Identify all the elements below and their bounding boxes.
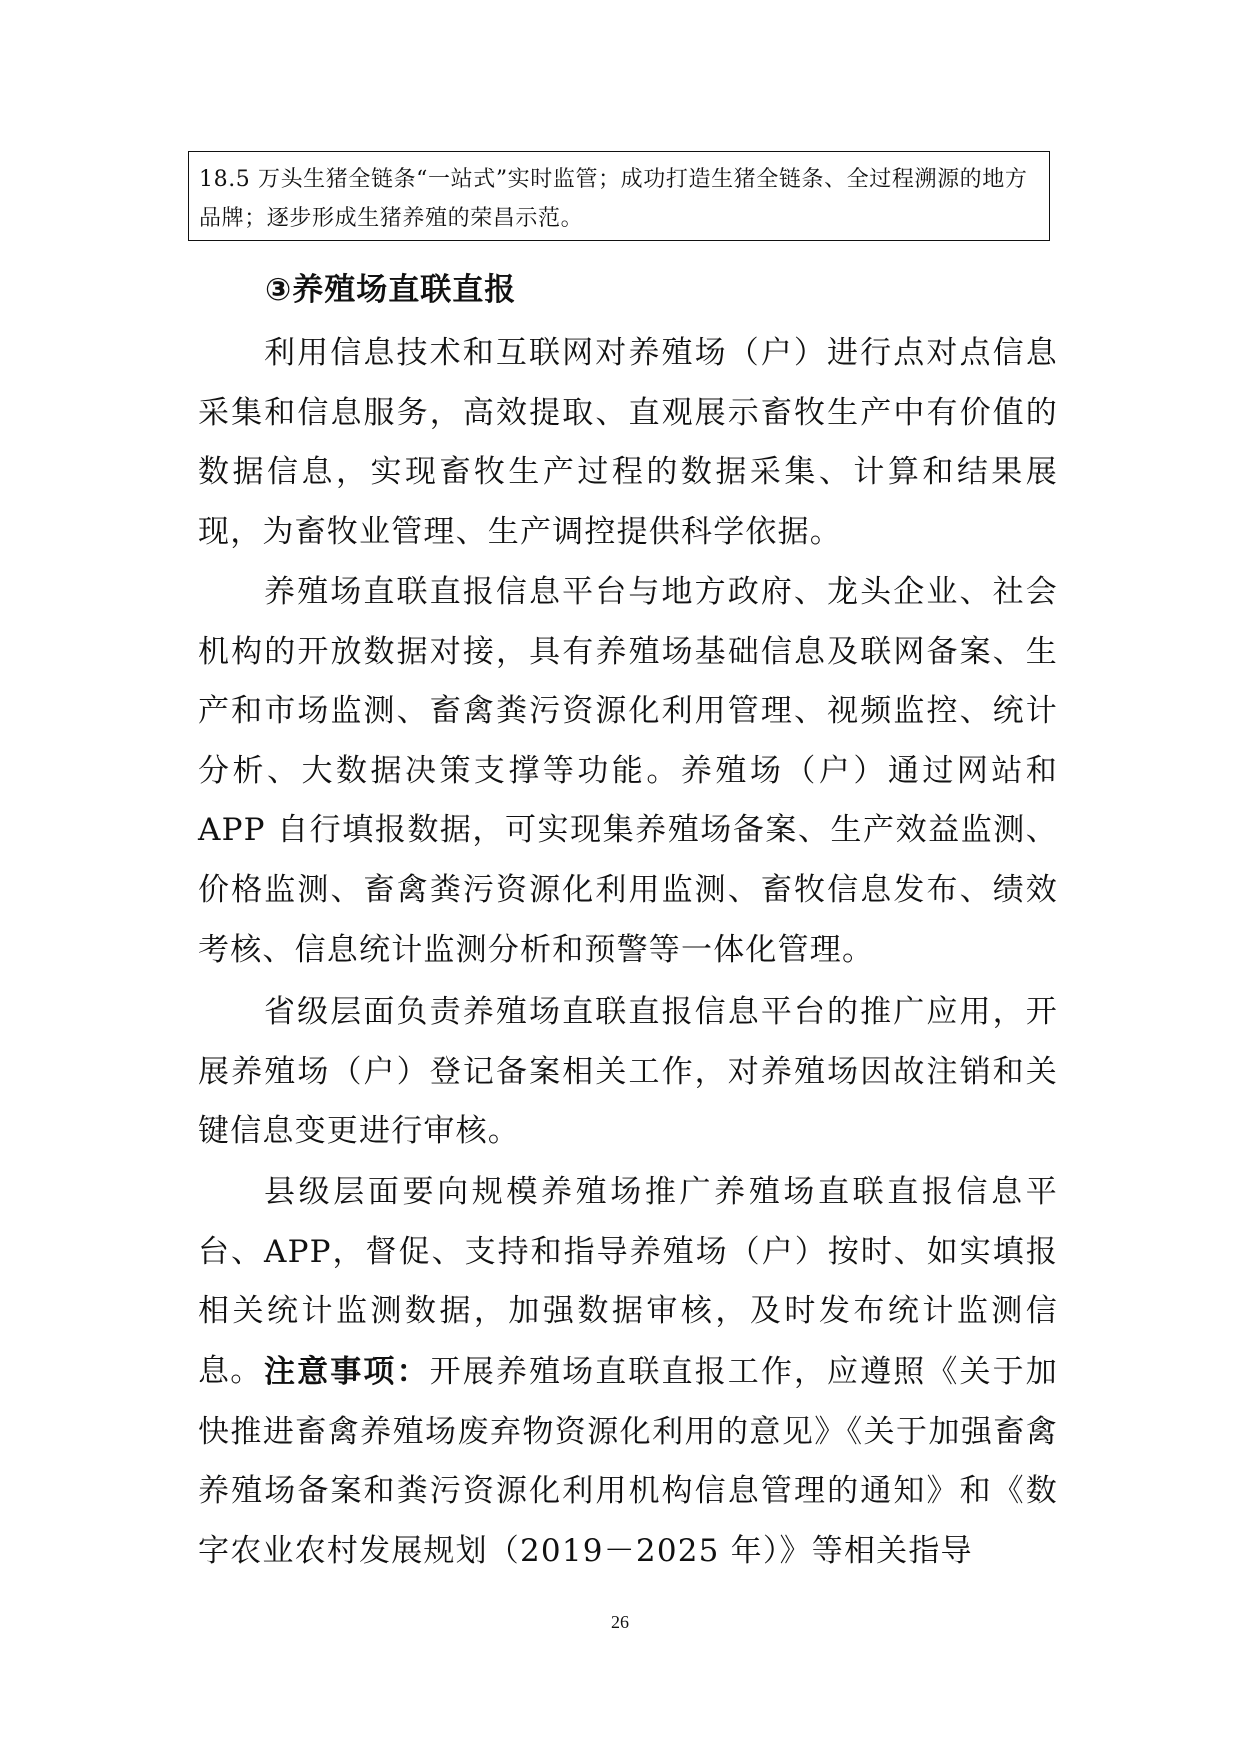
paragraph-4: 县级层面要向规模养殖场推广养殖场直联直报信息平台、APP，督促、支持和指导养殖场（户）按时、如实填报相关统计监测数据，加强数据审核，及时发布统计监测信息。 [198,1174,1058,1389]
paragraph-2: 养殖场直联直报信息平台与地方政府、龙头企业、社会机构的开放数据对接，具有养殖场基础信息及联网备案、生产和市场监测、畜禽粪污资源化利用管理、视频监控、统计分析、大数据决策支撑等功能。养殖场（户）通过网站和APP 自行填报数据，可实现集养殖场备案、生产效益监测、价格监测、畜禽粪污资源化利用监测、畜牧信息发布、绩效考核、信息统计监测分析和预警等一体化管理。 [198,574,1058,968]
note-text: 开展养殖场直联直报工作，应遵照《关于加快推进畜禽养殖场废弃物资源化利用的意见》《关于加强畜禽养殖场备案和粪污资源化利用机构信息管理的通知》和《数字农业农村发展规划（2019－2025 年）》等相关指导 [198,1354,1058,1569]
page-number: 26 [611,1612,629,1632]
paragraph-1: 利用信息技术和互联网对养殖场（户）进行点对点信息采集和信息服务，高效提取、直观展示畜牧生产中有价值的数据信息，实现畜牧生产过程的数据采集、计算和结果展现，为畜牧业管理、生产调控提供科学依据。 [198,335,1058,550]
note-label: 注意事项： [264,1354,430,1390]
boxed-note-text: 18.5 万头生猪全链条“一站式”实时监管；成功打造生猪全链条、全过程溯源的地方品牌；逐步形成生猪养殖的荣昌示范。 [199,167,1028,231]
section-heading: ③养殖场直联直报 [265,272,517,308]
boxed-note [188,151,1050,241]
note-paragraph [198,1343,1058,1581]
paragraph-3: 省级层面负责养殖场直联直报信息平台的推广应用，开展养殖场（户）登记备案相关工作，对养殖场因故注销和关键信息变更进行审核。 [198,994,1058,1150]
